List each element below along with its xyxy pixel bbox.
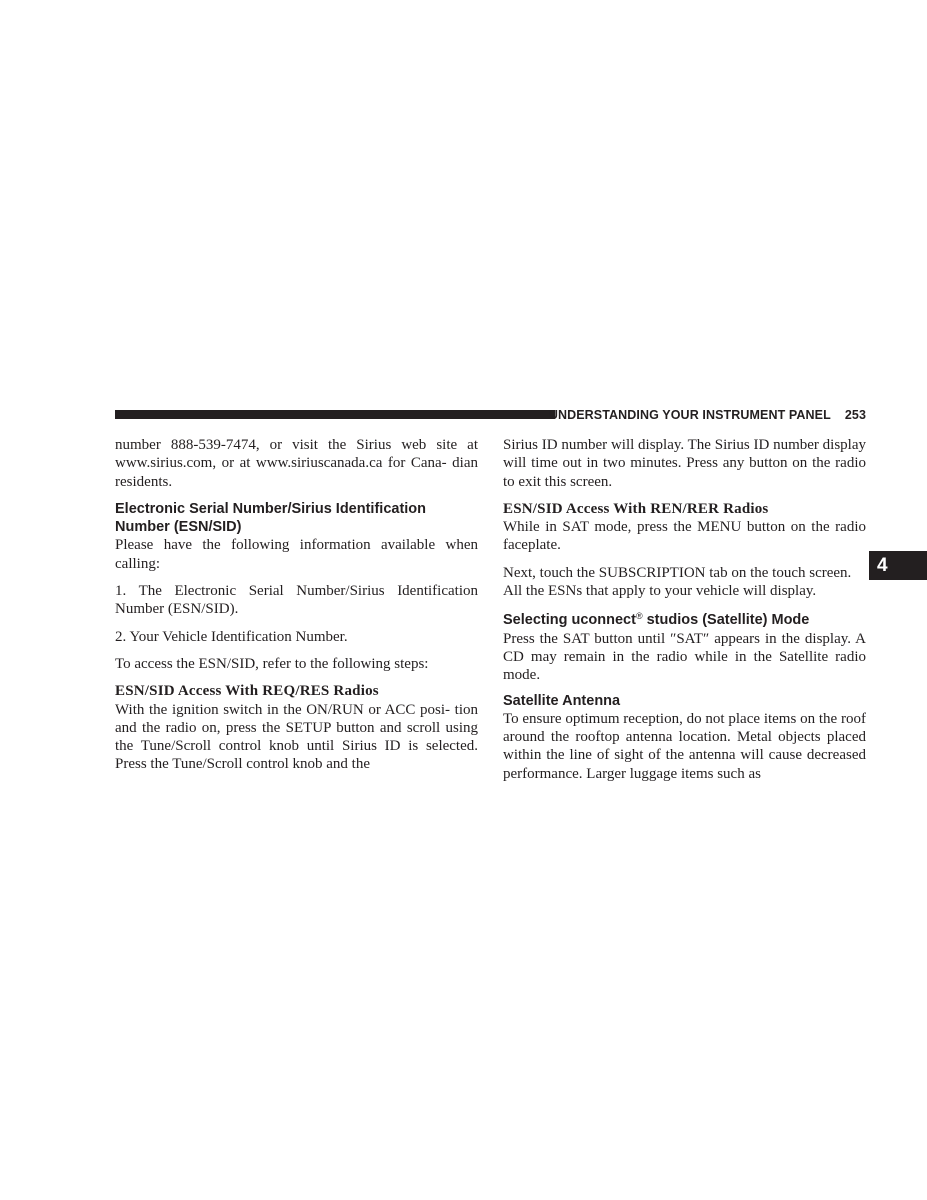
subsection-heading: ESN/SID Access With REQ/RES Radios <box>115 683 379 700</box>
section-heading: Satellite Antenna <box>503 692 621 709</box>
paragraph: Press the SAT button until ″SAT″ appears in the display. A CD may remain in the radio while in the Satellite radio mode. <box>503 630 866 684</box>
text-line: All the ESNs that apply to your vehicle will display. <box>503 583 817 600</box>
paragraph: To ensure optimum reception, do not place items on the roof around the rooftop antenna location. Metal objects placed within the line of sight of the antenna will cause decreased performance. Larger luggage items such as <box>503 710 866 782</box>
paragraph: Please have the following information available when calling: <box>115 537 478 572</box>
paragraph: Sirius ID number will display. The Sirius ID number display will time out in two minutes. Press any button on the radio to exit this screen. <box>503 437 866 490</box>
heading-text: studios (Satellite) Mode <box>642 612 810 629</box>
right-column <box>503 436 866 783</box>
list-item: 2. Your Vehicle Identification Number. <box>115 628 348 645</box>
section-heading <box>115 500 478 537</box>
page-number: 253 <box>844 408 866 422</box>
chapter-tab: 4 <box>869 551 927 580</box>
heading-text: Selecting uconnect <box>503 612 636 629</box>
subsection-heading: ESN/SID Access With REN/RER Radios <box>503 500 769 517</box>
registered-mark: ® <box>635 611 643 622</box>
paragraph <box>503 564 866 601</box>
paragraph: number 888-539-7474, or visit the Sirius web site at www.sirius.com, or at www.siriuscanada.ca for Cana- dian residents. <box>115 437 478 490</box>
running-header <box>549 407 866 423</box>
paragraph: While in SAT mode, press the MENU button on the radio faceplate. <box>503 519 866 554</box>
section-title: UNDERSTANDING YOUR INSTRUMENT PANEL <box>548 408 831 422</box>
paragraph: With the ignition switch in the ON/RUN or ACC posi- tion and the radio on, press the SETUP button and scroll using the Tune/Scroll control knob until Sirius ID is selected. Press the Tune/Scroll control knob and the <box>115 701 478 773</box>
text-line: Next, touch the SUBSCRIPTION tab on the touch screen. <box>503 564 852 581</box>
header-rule <box>115 410 555 419</box>
paragraph: To access the ESN/SID, refer to the following steps: <box>115 655 429 672</box>
left-column <box>115 436 478 774</box>
list-item: 1. The Electronic Serial Number/Sirius Identification Number (ESN/SID). <box>115 583 478 618</box>
heading-line: Electronic Serial Number/Sirius Identification <box>115 500 427 517</box>
heading-line: Number (ESN/SID) <box>115 519 242 536</box>
section-heading <box>503 607 866 629</box>
